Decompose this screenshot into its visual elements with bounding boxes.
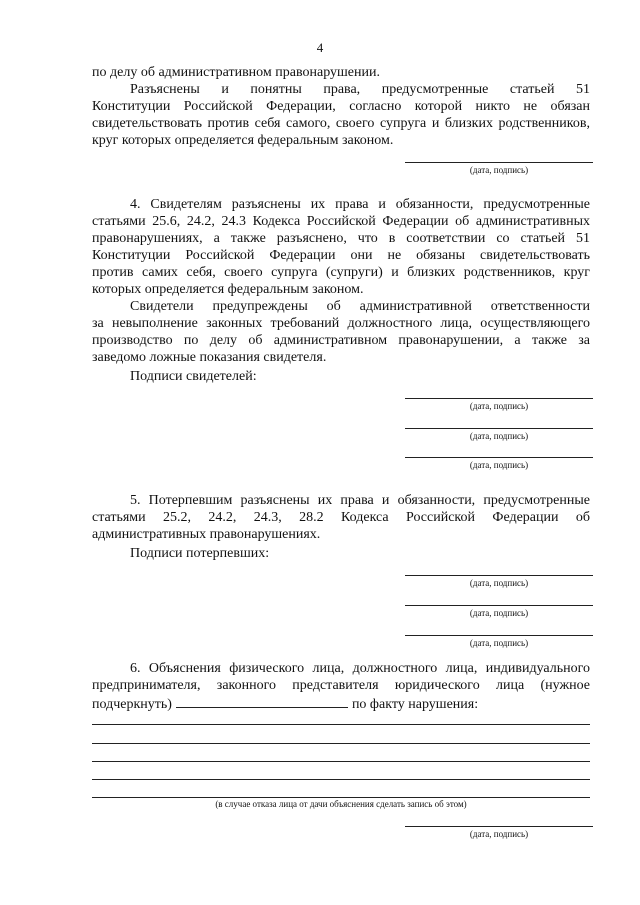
signature-caption: (дата, подпись): [469, 401, 529, 411]
paragraph-line: предпринимателя, законного представителя юридического лица (нужное: [92, 678, 590, 693]
paragraph-line: Свидетели предупреждены об административной ответственности: [130, 299, 590, 314]
victim-signatures-label: Подписи потерпевших:: [130, 546, 270, 561]
paragraph-line: заведомо ложные показания свидетеля.: [92, 350, 327, 365]
signature-caption: (дата, подпись): [469, 165, 529, 175]
explanation-line[interactable]: [92, 743, 590, 744]
paragraph-line: по делу об административном правонарушении.: [92, 65, 380, 80]
witness-signature-line[interactable]: [405, 428, 593, 429]
victim-signature-line[interactable]: [405, 575, 593, 576]
explanation-line[interactable]: [92, 724, 590, 725]
paragraph-line: Конституции Российской Федерации, согласно которой никто не обязан: [92, 99, 590, 114]
paragraph-line: 4. Свидетелям разъяснены их права и обязанности, предусмотренные: [130, 197, 590, 212]
paragraph-line: против самих себя, своего супруга (супруги) и близких родственников, круг: [92, 265, 590, 280]
page-number: 4: [316, 40, 324, 55]
victim-signature-line[interactable]: [405, 635, 593, 636]
paragraph-line: свидетельствовать против себя самого, своего супруга и близких родственников,: [92, 116, 590, 131]
paragraph-line: за невыполнение законных требований должностного лица, осуществляющего: [92, 316, 590, 331]
paragraph-line: Разъяснены и понятны права, предусмотренные статьей 51: [130, 82, 590, 97]
paragraph-line: 6. Объяснения физического лица, должностного лица, индивидуального: [130, 661, 590, 676]
signature-caption: (дата, подпись): [469, 578, 529, 588]
signature-caption: (дата, подпись): [469, 460, 529, 470]
witness-signature-line[interactable]: [405, 398, 593, 399]
paragraph-line: круг которых определяется федеральным законом.: [92, 133, 394, 148]
paragraph-line: [92, 694, 478, 713]
signature-caption: (дата, подпись): [469, 431, 529, 441]
explanation-subject-blank[interactable]: [176, 694, 348, 708]
signature-caption: (дата, подпись): [469, 829, 529, 839]
underline-hint: подчеркнуть): [92, 697, 172, 712]
paragraph-line: которых определяется федеральным законом.: [92, 282, 364, 297]
paragraph-line: правонарушениях, а также разъяснено, что в соответствии со статьей 51: [92, 231, 590, 246]
paragraph-line: производство по делу об административном правонарушении, а также за: [92, 333, 590, 348]
paragraph-line: административных правонарушениях.: [92, 527, 321, 542]
paragraph-line: статьями 25.6, 24.2, 24.3 Кодекса Российской Федерации об административных: [92, 214, 590, 229]
signature-line[interactable]: [405, 162, 593, 163]
explanation-line[interactable]: [92, 761, 590, 762]
refusal-note: (в случае отказа лица от дачи объяснения сделать запись об этом): [215, 799, 467, 809]
paragraph-line: Конституции Российской Федерации они не обязаны свидетельствовать: [92, 248, 590, 263]
witness-signatures-label: Подписи свидетелей:: [130, 369, 257, 384]
explanation-line[interactable]: [92, 797, 590, 798]
signature-caption: (дата, подпись): [469, 638, 529, 648]
paragraph-line: 5. Потерпевшим разъяснены их права и обязанности, предусмотренные: [130, 493, 590, 508]
victim-signature-line[interactable]: [405, 605, 593, 606]
signature-caption: (дата, подпись): [469, 608, 529, 618]
paragraph-line: статьями 25.2, 24.2, 24.3, 28.2 Кодекса Российской Федерации об: [92, 510, 590, 525]
witness-signature-line[interactable]: [405, 457, 593, 458]
signature-line[interactable]: [405, 826, 593, 827]
explanation-line[interactable]: [92, 779, 590, 780]
violation-label: по факту нарушения:: [351, 697, 479, 712]
